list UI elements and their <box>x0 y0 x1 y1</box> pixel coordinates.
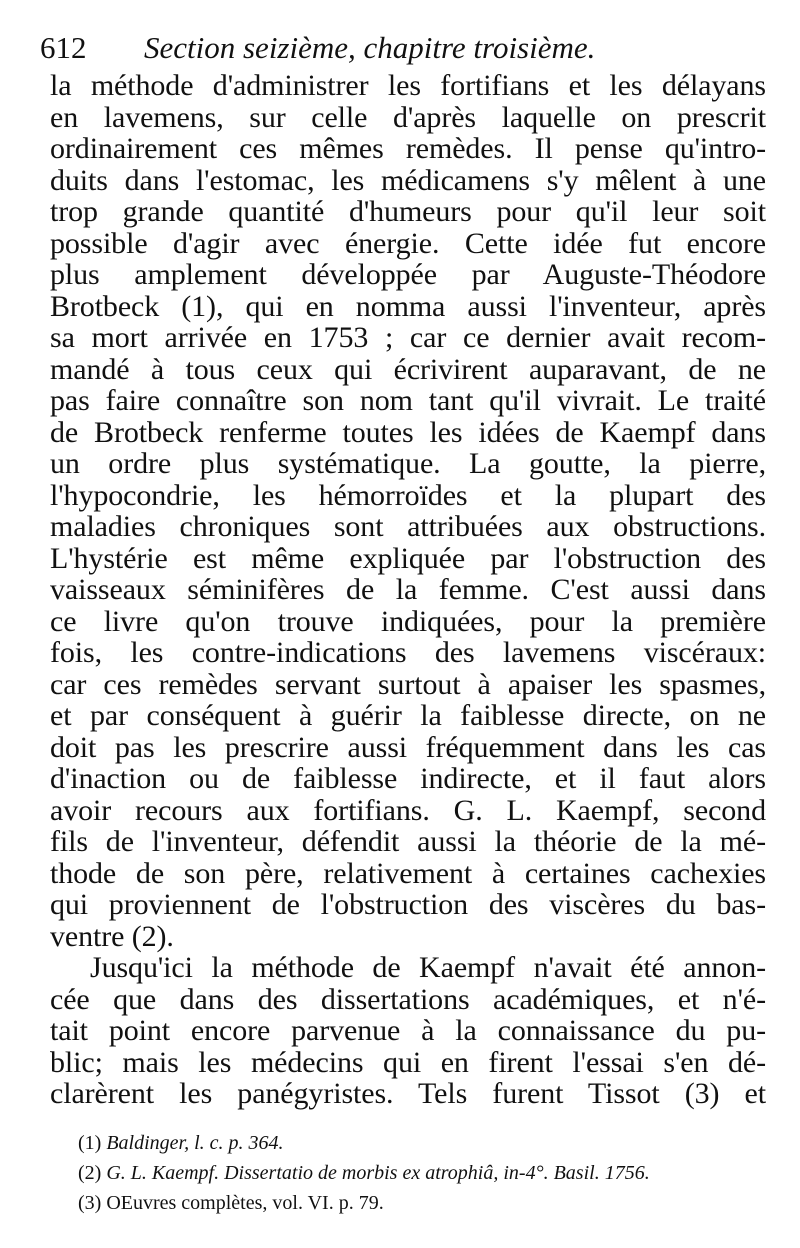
text-line: ventre (2). <box>50 919 174 953</box>
text-line: et par conséquent à guérir la faiblesse directe, on ne <box>50 699 766 732</box>
text-line: cée que dans des dissertations académiques, et n'é- <box>50 982 766 1016</box>
text-line: L'hystérie est même expliquée par l'obstruction des <box>50 541 766 575</box>
text-line: vaisseaux séminifères de la femme. C'est aussi dans <box>50 573 766 606</box>
text-line: mandé à tous ceux qui écrivirent auparavant, de ne <box>50 352 766 386</box>
text-line: sa mort arrivée en 1753 ; car ce dernier avait recom- <box>50 321 766 354</box>
text-line: qui proviennent de l'obstruction des viscères du bas- <box>50 888 766 921</box>
text-line: Brotbeck (1), qui en nomma aussi l'inventeur, après <box>50 289 766 323</box>
text-line: doit pas les prescrire aussi fréquemment dans les cas <box>50 730 766 764</box>
body-text <box>50 70 766 1110</box>
text-line: ce livre qu'on trouve indiquées, pour la première <box>50 604 766 638</box>
text-line: d'inaction ou de faiblesse indirecte, et il faut alors <box>50 762 766 795</box>
text-line: avoir recours aux fortifians. G. L. Kaempf, second <box>50 793 766 827</box>
page-number: 612 <box>40 30 87 65</box>
running-head: Section seizième, chapitre troisième. <box>144 30 596 65</box>
text-line: ordinairement ces mêmes remèdes. Il pense qu'intro- <box>50 132 766 165</box>
text-line: en lavemens, sur celle d'après laquelle on prescrit <box>50 100 766 134</box>
text-line: pas faire connaître son nom tant qu'il vivrait. Le traité <box>50 384 766 417</box>
footnote <box>78 1128 758 1158</box>
text-line: possible d'agir avec énergie. Cette idée fut encore <box>50 226 766 260</box>
text-line: fois, les contre-indications des lavemens viscéraux: <box>50 636 766 669</box>
footnotes <box>78 1128 758 1218</box>
text-line: blic; mais les médecins qui en firent l'essai s'en dé- <box>50 1045 766 1079</box>
footnote-marker: (3) <box>78 1192 102 1214</box>
text-line: trop grande quantité d'humeurs pour qu'il leur soit <box>50 195 766 228</box>
footnote-marker: (1) <box>78 1132 102 1154</box>
text-line: thode de son père, relativement à certaines cachexies <box>50 856 766 890</box>
text-line: car ces remèdes servant surtout à apaiser les spasmes, <box>50 667 766 701</box>
footnote <box>78 1158 758 1188</box>
text-line: de Brotbeck renferme toutes les idées de Kaempf dans <box>50 415 766 449</box>
footnote-text: G. L. Kaempf. Dissertatio de morbis ex atrophiâ, in-4°. Basil. 1756. <box>106 1162 650 1184</box>
text-line: un ordre plus systématique. La goutte, la pierre, <box>50 447 766 480</box>
text-line: l'hypocondrie, les hémorroïdes et la plupart des <box>50 478 766 512</box>
footnote <box>78 1188 758 1218</box>
text-line: duits dans l'estomac, les médicamens s'y mêlent à une <box>50 163 766 197</box>
footnote-marker: (2) <box>78 1162 102 1184</box>
text-line: fils de l'inventeur, défendit aussi la théorie de la mé- <box>50 825 766 858</box>
text-line: Jusqu'ici la méthode de Kaempf n'avait été annon- <box>90 951 766 984</box>
text-line: maladies chroniques sont attribuées aux obstructions. <box>50 510 766 543</box>
text-line: tait point encore parvenue à la connaissance du pu- <box>50 1014 766 1047</box>
page-header <box>40 30 760 70</box>
text-line: plus amplement développée par Auguste-Théodore <box>50 258 766 291</box>
footnote-text: OEuvres complètes, vol. VI. p. 79. <box>106 1192 384 1214</box>
footnote-text: Baldinger, l. c. p. 364. <box>106 1132 284 1154</box>
text-line: la méthode d'administrer les fortifians et les délayans <box>50 69 766 102</box>
text-line: clarèrent les panégyristes. Tels furent Tissot (3) et <box>50 1077 766 1110</box>
